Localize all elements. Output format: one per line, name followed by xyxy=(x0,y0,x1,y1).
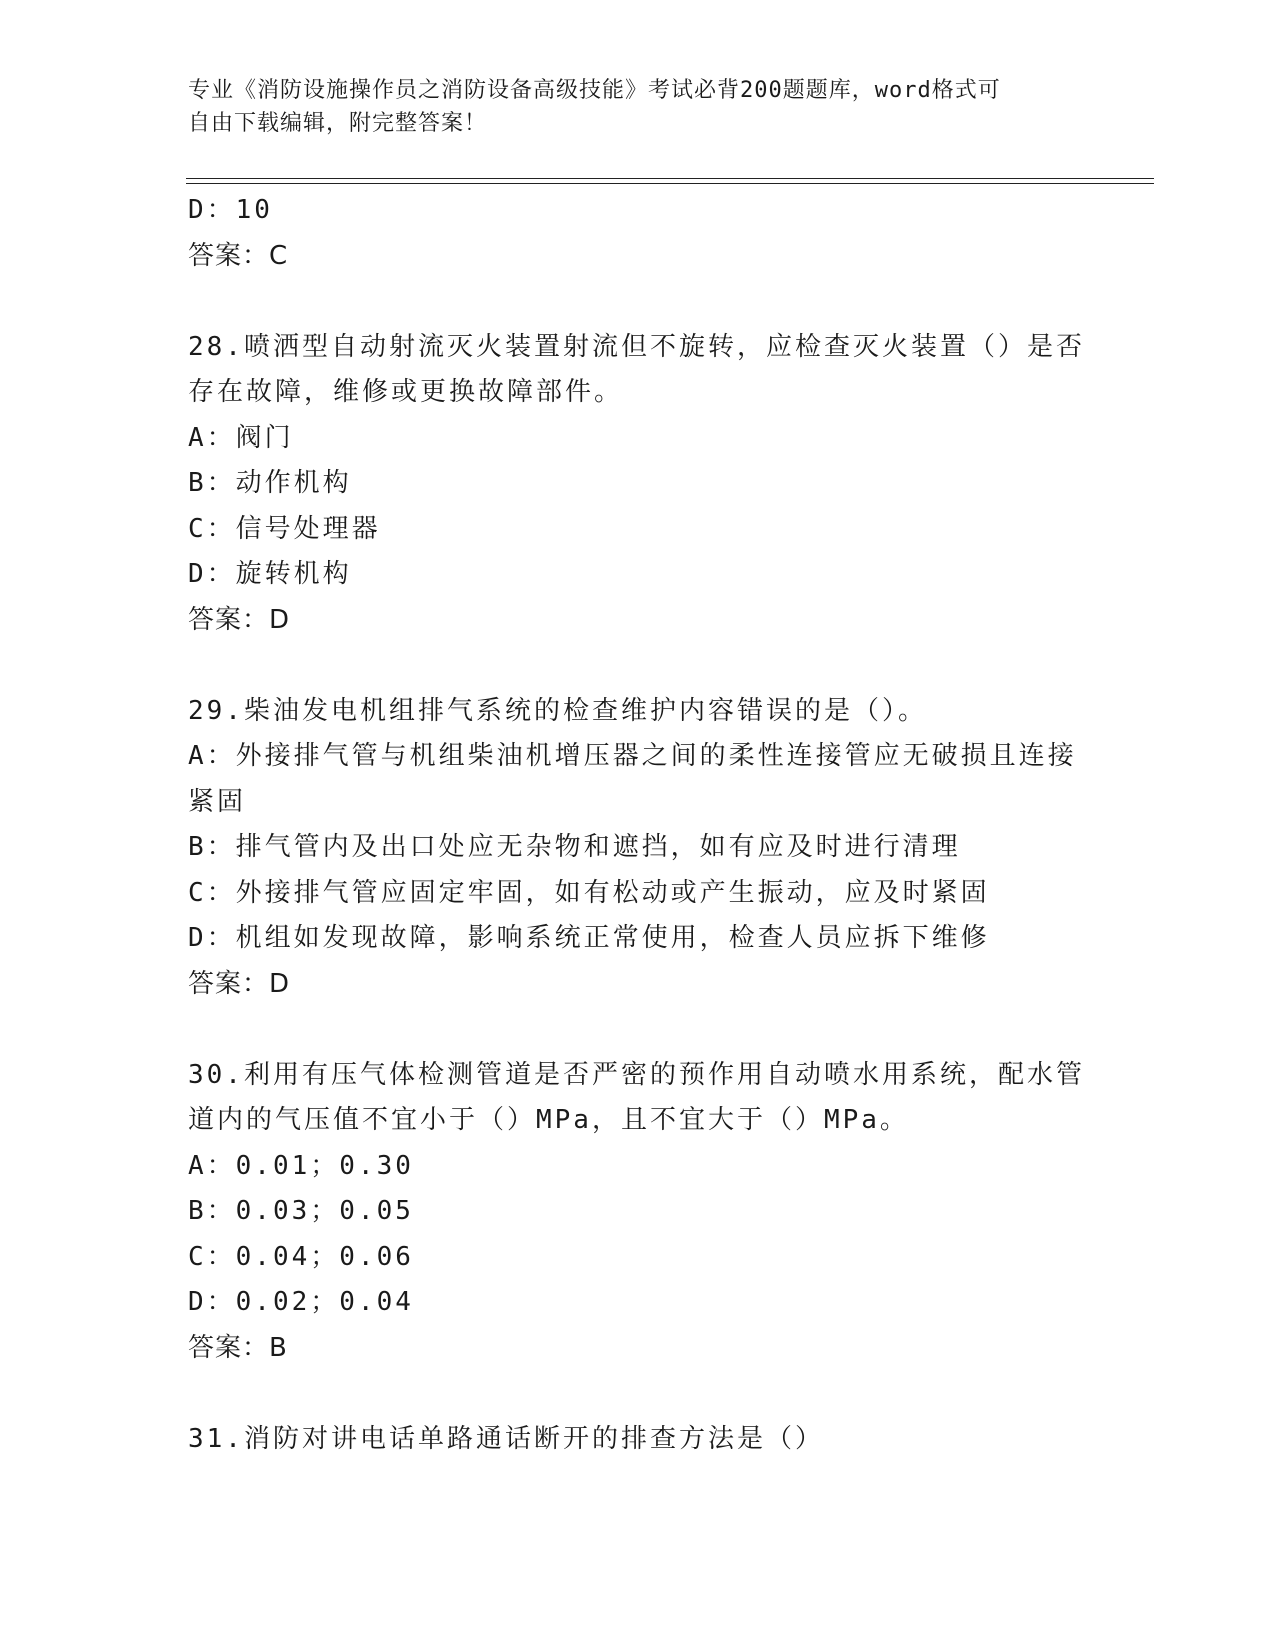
option-d: D：旋转机构 xyxy=(188,559,352,589)
option-a: A：0.01；0.30 xyxy=(188,1150,414,1181)
header-divider-thick xyxy=(186,178,1154,179)
question-content xyxy=(188,188,1088,1462)
question-stem-line: 28.喷洒型自动射流灭火装置射流但不旋转，应检查灭火装置（）是否 xyxy=(188,331,1085,362)
question-stem-line: 30.利用有压气体检测管道是否严密的预作用自动喷水用系统，配水管 xyxy=(188,1059,1085,1090)
option-d: D：0.02；0.04 xyxy=(188,1287,414,1317)
answer: 答案：D xyxy=(188,604,291,635)
question-stem-line: 29.柴油发电机组排气系统的检查维护内容错误的是（）。 xyxy=(188,695,927,726)
question-28 xyxy=(188,325,1088,644)
option-b: B：动作机构 xyxy=(188,468,352,498)
spacer xyxy=(188,1007,1088,1053)
spacer xyxy=(188,643,1088,689)
option-a: A：阀门 xyxy=(188,422,294,453)
option-c: C：信号处理器 xyxy=(188,513,381,544)
question-31 xyxy=(188,1417,1088,1463)
option-c: C：外接排气管应固定牢固，如有松动或产生振动，应及时紧固 xyxy=(188,877,990,908)
document-header xyxy=(188,74,1088,140)
answer: 答案：B xyxy=(188,1332,288,1363)
question-stem-line: 31.消防对讲电话单路通话断开的排查方法是（） xyxy=(188,1423,824,1454)
question-stem-line: 存在故障，维修或更换故障部件。 xyxy=(188,377,624,407)
option-d: D：机组如发现故障，影响系统正常使用，检查人员应拆下维修 xyxy=(188,923,990,953)
option-b: B：排气管内及出口处应无杂物和遮挡，如有应及时进行清理 xyxy=(188,832,961,862)
question-stem-line: 道内的气压值不宜小于（）MPa，且不宜大于（）MPa。 xyxy=(188,1105,909,1135)
question-30 xyxy=(188,1053,1088,1372)
prev-option-d: D：10 xyxy=(188,195,273,225)
header-line-2: 自由下载编辑，附完整答案！ xyxy=(188,111,488,136)
answer: 答案：D xyxy=(188,968,291,999)
header-divider-thin xyxy=(186,183,1154,184)
spacer xyxy=(188,279,1088,325)
prev-answer: 答案：C xyxy=(188,240,289,271)
option-a: A：外接排气管与机组柴油机增压器之间的柔性连接管应无破损且连接 xyxy=(188,741,1077,771)
option-b: B：0.03；0.05 xyxy=(188,1196,414,1226)
spacer xyxy=(188,1371,1088,1417)
header-line-1: 专业《消防设施操作员之消防设备高级技能》考试必背200题题库，word格式可 xyxy=(188,78,1001,103)
question-29 xyxy=(188,689,1088,1008)
option-a-continued: 紧固 xyxy=(188,786,247,817)
option-c: C：0.04；0.06 xyxy=(188,1241,414,1272)
